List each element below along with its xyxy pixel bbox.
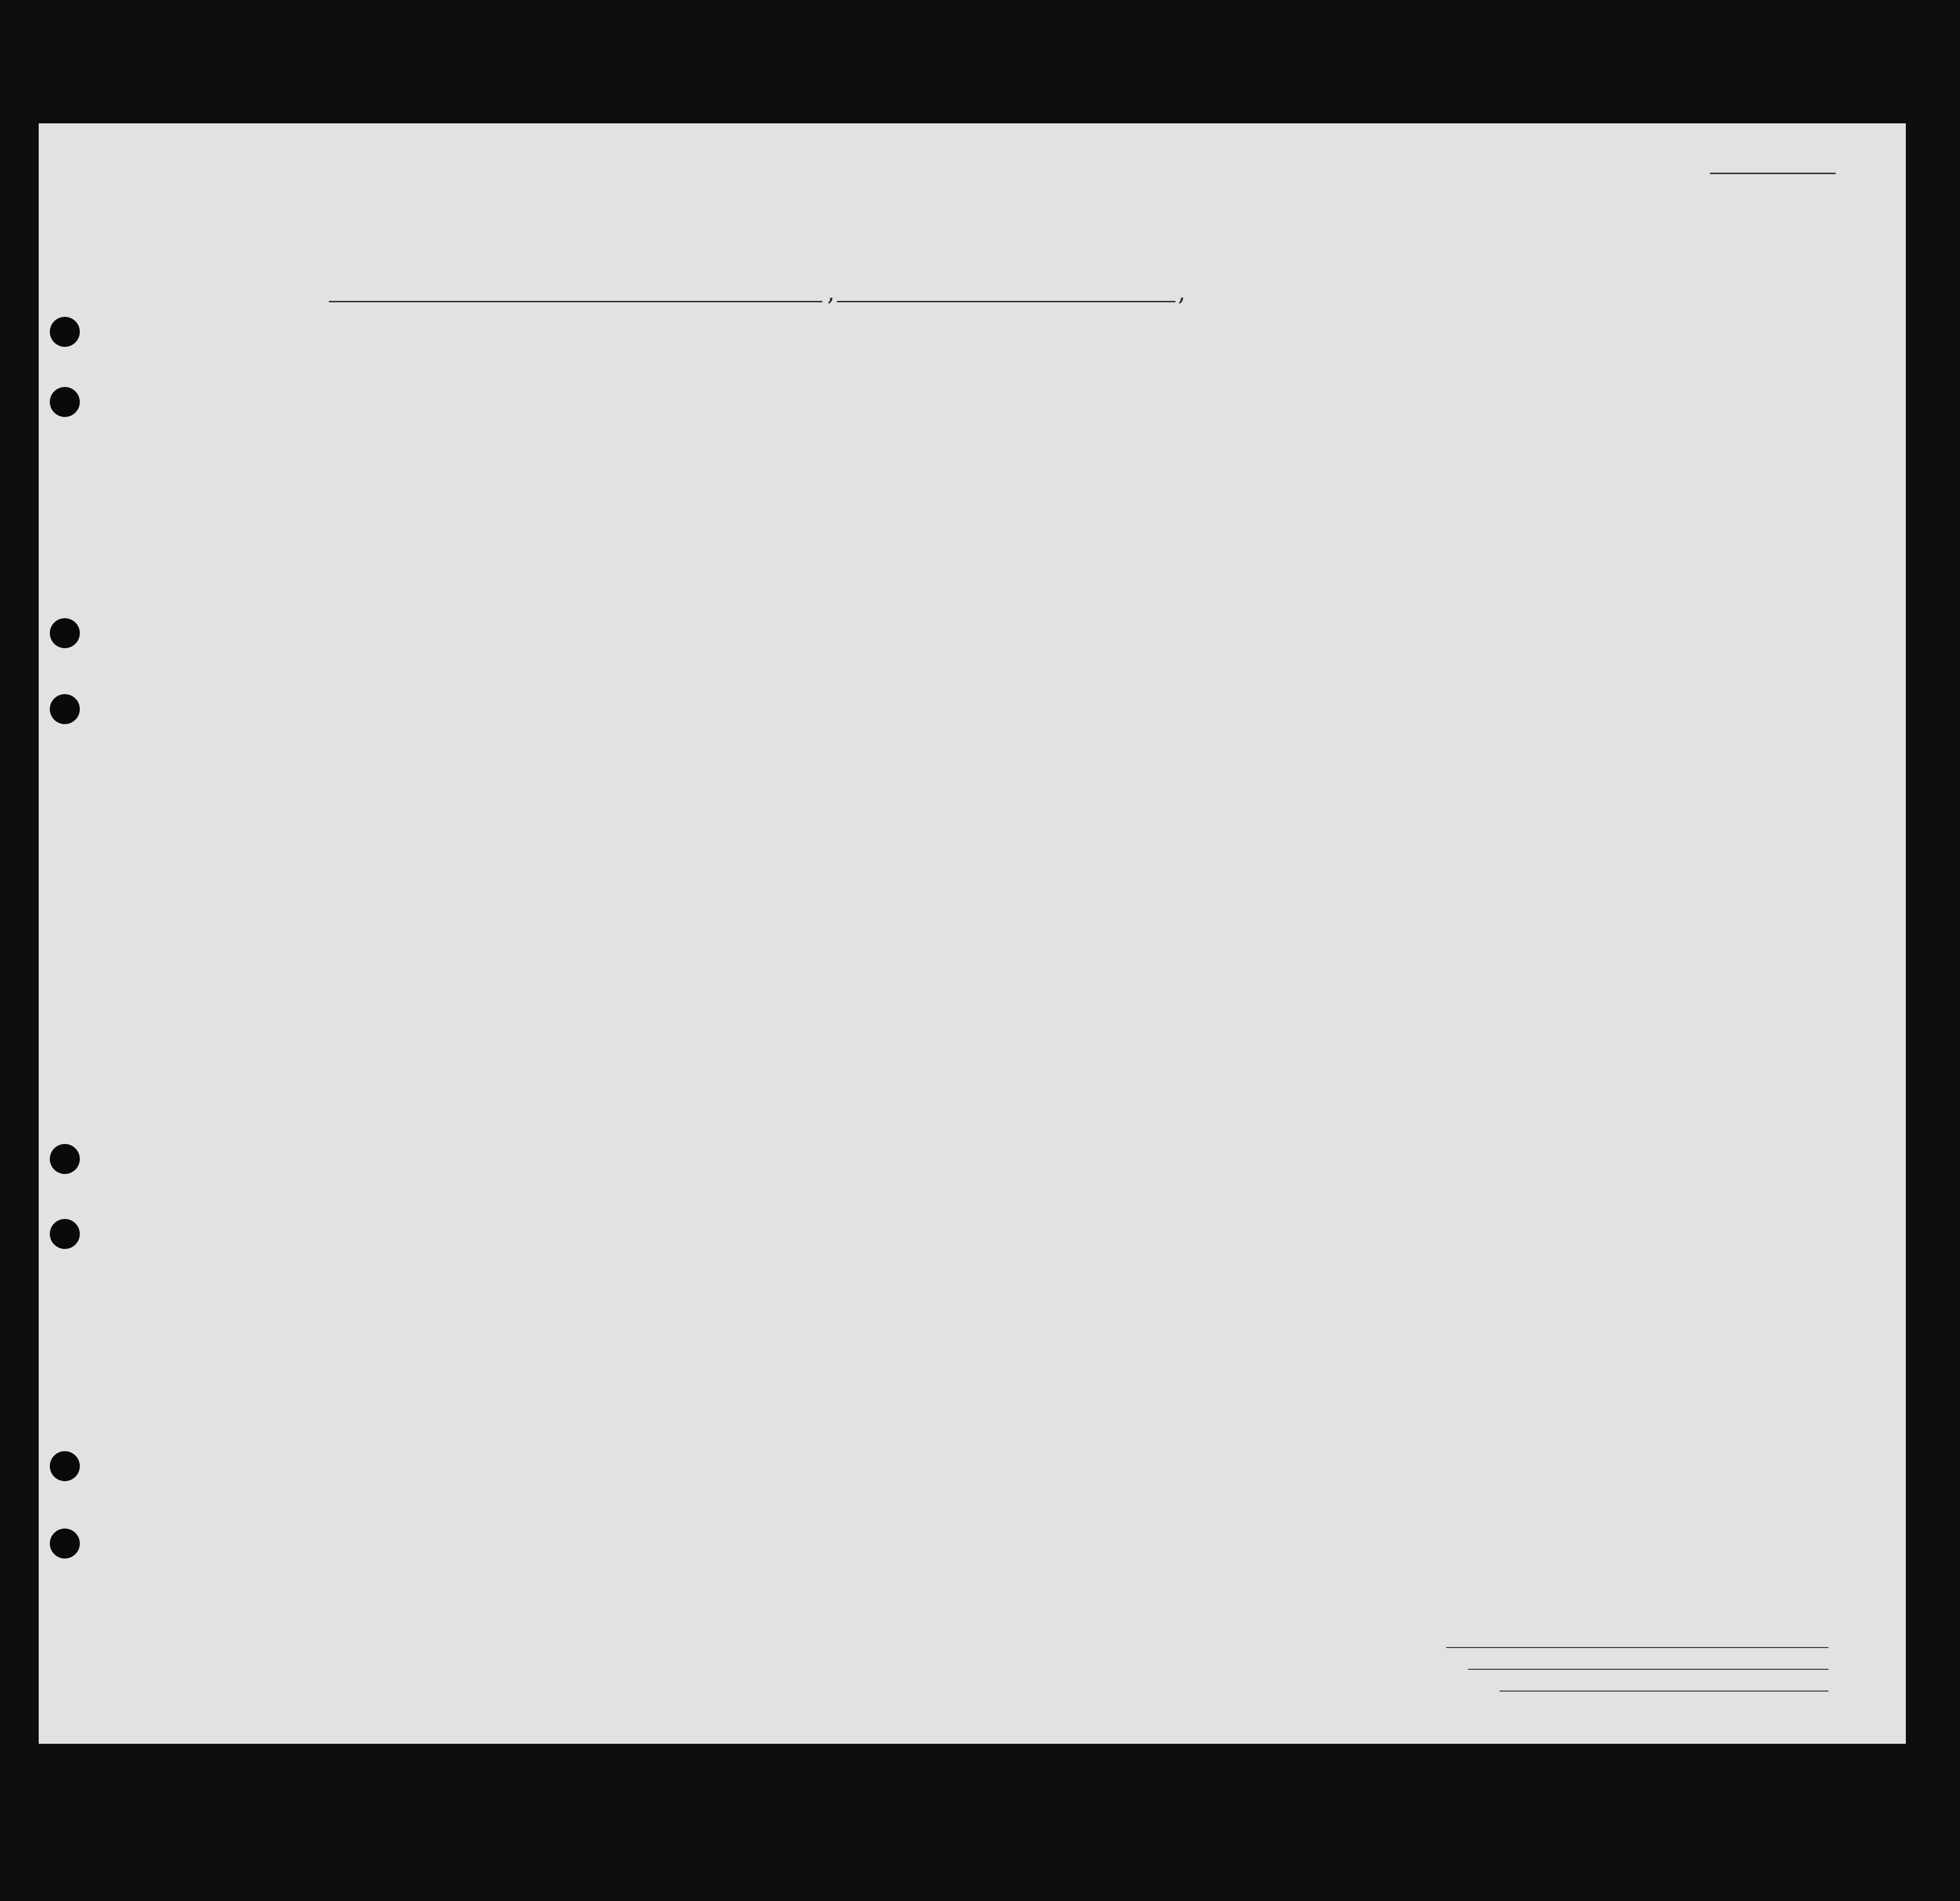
manifest-sheet (39, 123, 1906, 1744)
col19-header (563, 489, 580, 595)
punch-hole (50, 387, 80, 417)
col21-header (673, 489, 691, 595)
col34-feet (1570, 544, 1584, 597)
comma-2: , (1178, 278, 1186, 306)
punch-hole (50, 1144, 80, 1174)
col28-header (1318, 491, 1362, 602)
punch-hole (50, 317, 80, 347)
col24-a (1126, 510, 1140, 602)
col24-c (1194, 510, 1208, 602)
punch-hole (50, 618, 80, 648)
agents-underline (1500, 1691, 1828, 1692)
col29-header (1371, 491, 1396, 602)
col25-header (1233, 491, 1253, 602)
line-underline (1446, 1647, 1828, 1648)
punch-hole (50, 1219, 80, 1249)
col30-header (1408, 491, 1419, 602)
col24-b (1163, 510, 1178, 602)
owners-underline (1468, 1669, 1828, 1670)
comma-1: , (827, 278, 835, 306)
table-grid (39, 123, 1906, 1744)
punch-hole (50, 1451, 80, 1481)
punch-hole (50, 1529, 80, 1559)
col34-inches (1595, 544, 1610, 597)
col27-header (1296, 491, 1308, 602)
col31-header (1434, 491, 1446, 602)
punch-hole (50, 694, 80, 724)
col26-header (1272, 491, 1284, 602)
